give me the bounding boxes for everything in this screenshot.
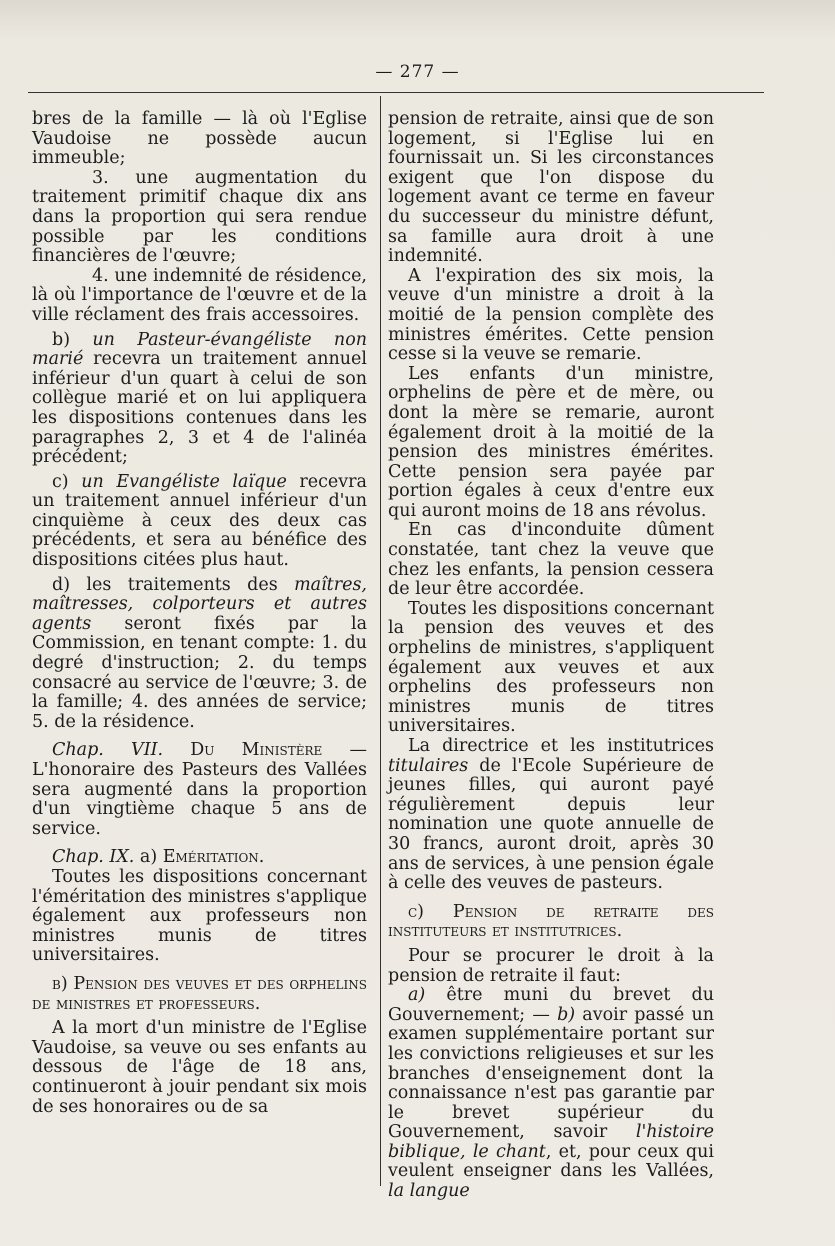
italic-text: maîtres, maîtresses, colporteurs et autres agents (32, 574, 367, 634)
paragraph: Pour se procurer le droit à la pension de retraite il faut: (388, 945, 714, 986)
italic-text: un Pasteur-évangéliste non marié (32, 329, 367, 370)
paragraph: Toutes les dispositions concernant la pension des veuves et des orphelins de ministres, s'appliquent également aux veuves et aux orphelins des professeurs non ministres munis de titres universitaires. (388, 598, 714, 737)
small-caps-title: Eméritation. (162, 847, 265, 868)
left-column (32, 110, 367, 1117)
paragraph: A l'expiration des six mois, la veuve d'un ministre a droit à la moitié de la pension complète des ministres émérites. Cette pension cesse si la veuve se remarie. (388, 265, 714, 365)
paragraph: Les enfants d'un ministre, orphelins de père et de mère, ou dont la mère se remarie, auront également droit à la moitié de la pension des ministres émérites. Cette pension sera payée par portion égales à ceux d'entre eux qui auront moins de 18 ans révolus. (388, 363, 714, 521)
paragraph: Toutes les dispositions concernant l'éméritation des ministres s'applique également aux professeurs non ministres munis de titres universitaires. (32, 866, 367, 966)
text-run: , et, pour ceux qui veulent enseigner dans les Vallées, (388, 1141, 714, 1182)
small-caps-title: Du Ministère (163, 740, 323, 761)
paragraph: bres de la famille — là où l'Eglise Vaudoise ne possède aucun immeuble; (32, 109, 367, 169)
paragraph: 4. une indemnité de résidence, là où l'importance de l'œuvre et de la ville réclament des frais accessoires. (32, 265, 367, 325)
italic-text: un Evangéliste laïque (81, 471, 287, 492)
paragraph (32, 576, 367, 733)
text-run: seront fixés par la Commission, en tenant compte: 1. du degré d'instruction; 2. du temps consacré au service de l'œuvre; 3. de la famille; 4. des années de service; 5. de la résidence. (32, 613, 367, 732)
paragraph (388, 737, 714, 894)
text-run: b) (52, 329, 93, 350)
paragraph (32, 473, 367, 571)
text-run: La directrice et les institutrices (408, 736, 714, 756)
text-run: c) (52, 471, 82, 492)
paragraph (32, 331, 367, 468)
paragraph: A la mort d'un ministre de l'Eglise Vaudoise, sa veuve ou ses enfants au dessous de l'âge de 18 ans, continueront à jouir pendant six mois de ses honoraires ou de sa (32, 1018, 367, 1117)
chapter-label: Chap. VII. (52, 740, 164, 761)
text-run: recevra un traitement annuel inférieur d'un quart à celui de son collègue marié et on lui appliquera les dispositions contenues dans les paragraphes 2, 3 et 4 de l'alinéa précédent; (32, 349, 367, 468)
header-rule (28, 92, 764, 93)
page-number: — 277 — (375, 62, 460, 82)
text-run: de l'Ecole Supérieure de jeunes filles, qui auront payé régulièrement depuis leur nomination une quote annuelle de 30 francs, auront droit, après 30 ans de services, à une pension égale à celle des veuves de pasteurs. (388, 755, 714, 894)
section-heading (32, 848, 367, 868)
chapter-label: Chap. IX. (52, 847, 135, 868)
italic-text: b) (557, 1004, 576, 1025)
text-run: d) les traitements des (52, 574, 295, 595)
paragraph (388, 986, 714, 1202)
text-run: être muni du brevet du Gouvernement; — (388, 985, 714, 1025)
italic-text: titulaires (388, 755, 469, 776)
section-heading: c) Pension de retraite des instituteurs et institutrices. (388, 901, 714, 942)
text-run: recevra un traitement annuel inférieur d'un cinquième à ceux des deux cas précédents, et sera au bénéfice des dispositions citées plus haut. (32, 471, 367, 571)
paragraph: En cas d'inconduite dûment constatée, tant chez la veuve que chez les enfants, la pension cessera de leur être accordée. (388, 520, 714, 600)
italic-text: la langue (388, 1181, 470, 1202)
text-run: a) (134, 847, 163, 868)
paragraph: pension de retraite, ainsi que de son logement, si l'Eglise lui en fournissait un. Si les circonstances exigent que l'on dispose du logement avant ce terme en faveur du successeur du ministre défunt, sa famille aura droit à une indemnité. (388, 109, 714, 267)
right-column (388, 110, 714, 1202)
text-run: avoir passé un examen supplémentaire portant sur les convictions religieuses et sur les branches d'enseignement dont la connaissance n'est pas garantie par le brevet supérieur du Gouvernement, savoir (388, 1004, 714, 1143)
column-divider (380, 96, 381, 1186)
italic-text: l'histoire biblique, le chant (388, 1122, 714, 1162)
section-heading: b) Pension des veuves et des orphelins de ministres et professeurs. (32, 973, 367, 1014)
italic-text: a) (408, 985, 426, 1006)
section-heading (32, 741, 367, 839)
paragraph: 3. une augmentation du traitement primitif chaque dix ans dans la proportion qui sera rendue possible par les conditions financières de l'œuvre; (32, 167, 367, 267)
text-run: — L'honoraire des Pasteurs des Vallées sera augmenté dans la proportion d'un vingtième chaque 5 ans de service. (32, 740, 367, 839)
